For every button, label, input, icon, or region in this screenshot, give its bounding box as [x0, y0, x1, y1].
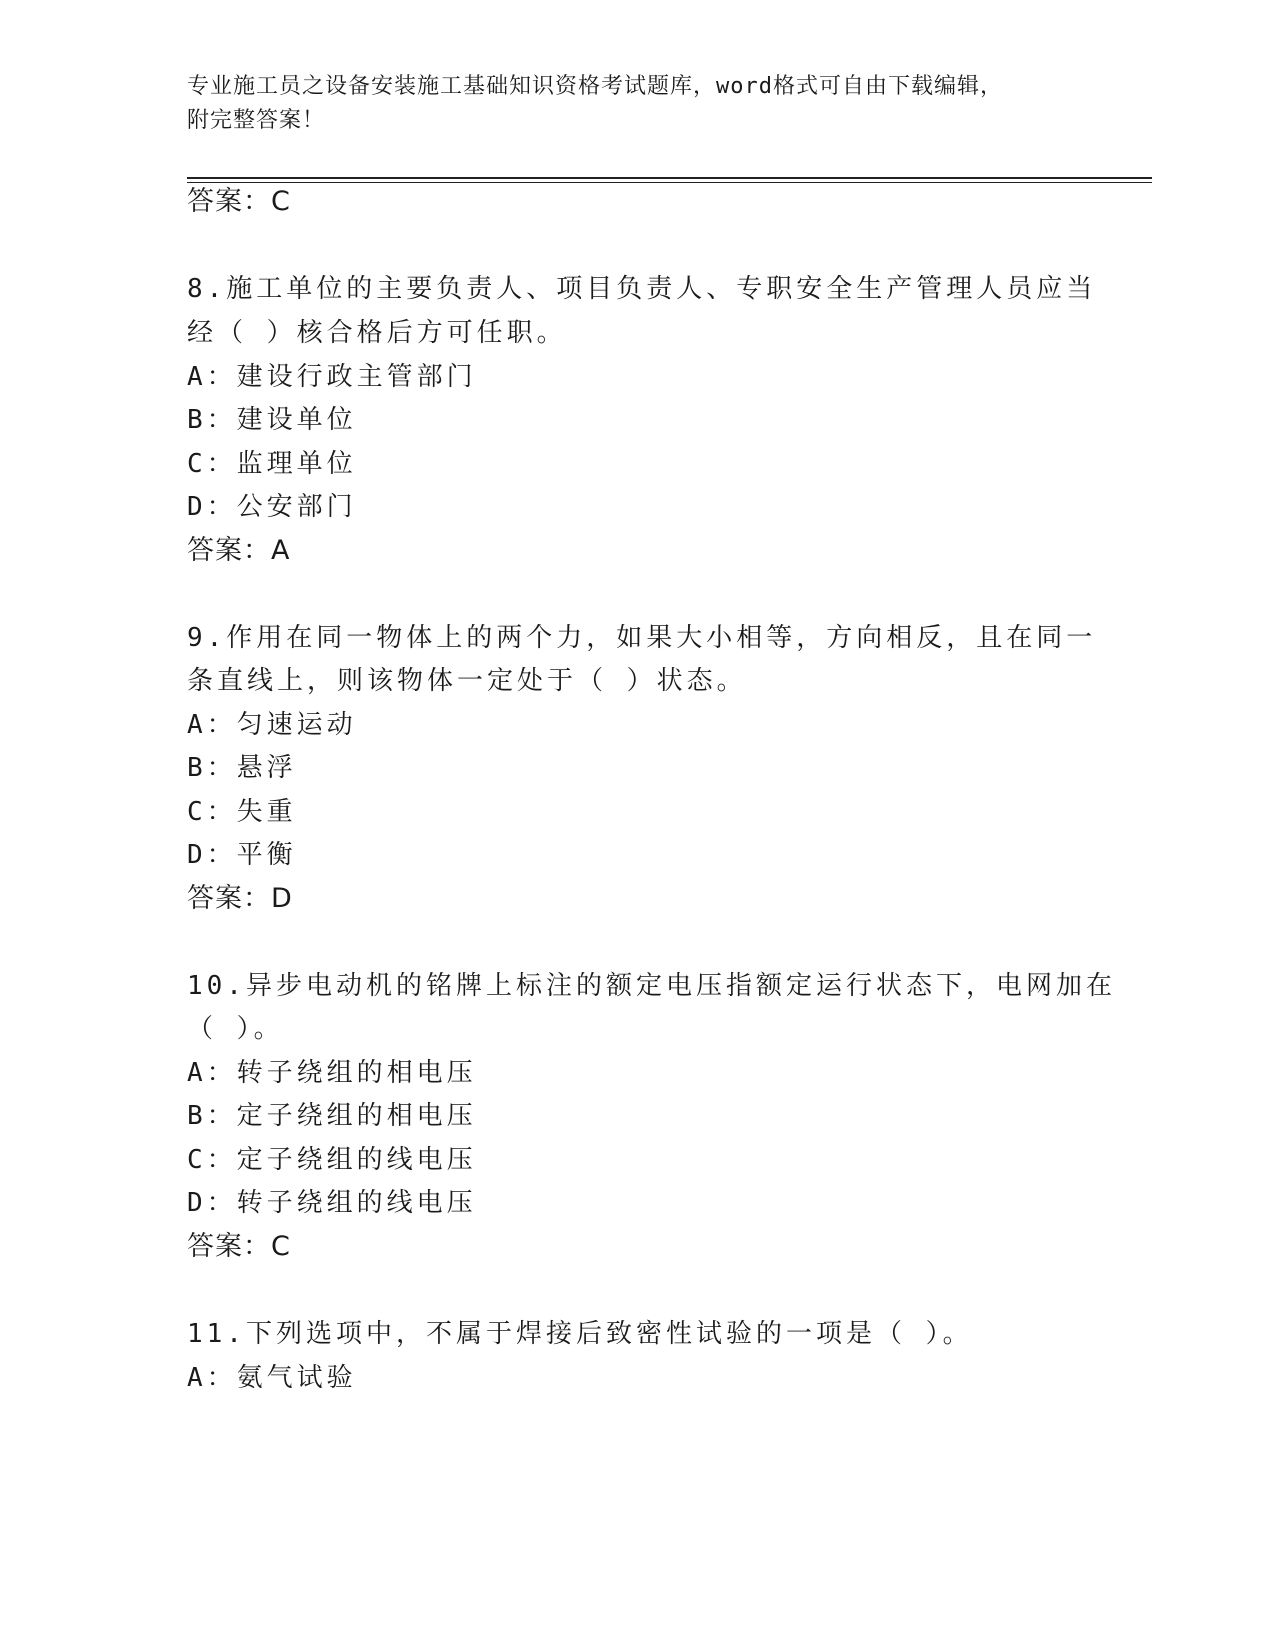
question-11-option-a: A：氨气试验: [187, 1363, 357, 1393]
question-10-stem-line-2: （ ）。: [187, 1014, 284, 1044]
question-8-option-c: C：监理单位: [187, 449, 357, 479]
question-10-option-c: C：定子绕组的线电压: [187, 1145, 477, 1175]
question-9-option-a: A：匀速运动: [187, 710, 357, 740]
question-9-stem-line-2: 条直线上，则该物体一定处于（ ）状态。: [187, 666, 747, 696]
header-divider: [187, 177, 1152, 183]
question-8-option-b: B：建设单位: [187, 405, 357, 435]
question-8-answer: 答案：A: [187, 535, 291, 566]
header-line-2: 附完整答案！: [187, 108, 326, 133]
question-11-stem-line-1: 11.下列选项中，不属于焊接后致密性试验的一项是（ ）。: [187, 1319, 973, 1349]
question-9-option-c: C：失重: [187, 797, 297, 827]
question-9-option-d: D：平衡: [187, 840, 297, 870]
question-8-stem-line-1: 8.施工单位的主要负责人、项目负责人、专职安全生产管理人员应当: [187, 274, 1097, 304]
question-9-answer: 答案：D: [187, 883, 293, 914]
question-9-option-b: B：悬浮: [187, 753, 297, 783]
question-8-option-d: D：公安部门: [187, 492, 357, 522]
question-10-option-a: A：转子绕组的相电压: [187, 1058, 477, 1088]
document-header: [187, 70, 1087, 138]
question-10-option-d: D：转子绕组的线电压: [187, 1188, 477, 1218]
question-8-stem-line-2: 经（ ）核合格后方可任职。: [187, 318, 567, 348]
question-9-stem-line-1: 9.作用在同一物体上的两个力，如果大小相等，方向相反，且在同一: [187, 623, 1097, 653]
question-10-option-b: B：定子绕组的相电压: [187, 1101, 477, 1131]
question-10-answer: 答案：C: [187, 1231, 291, 1262]
previous-answer: 答案：C: [187, 186, 291, 217]
header-line-1: 专业施工员之设备安装施工基础知识资格考试题库，word格式可自由下载编辑，: [187, 74, 1003, 99]
question-10-stem-line-1: 10.异步电动机的铭牌上标注的额定电压指额定运行状态下，电网加在: [187, 971, 1116, 1001]
question-8-option-a: A：建设行政主管部门: [187, 362, 477, 392]
